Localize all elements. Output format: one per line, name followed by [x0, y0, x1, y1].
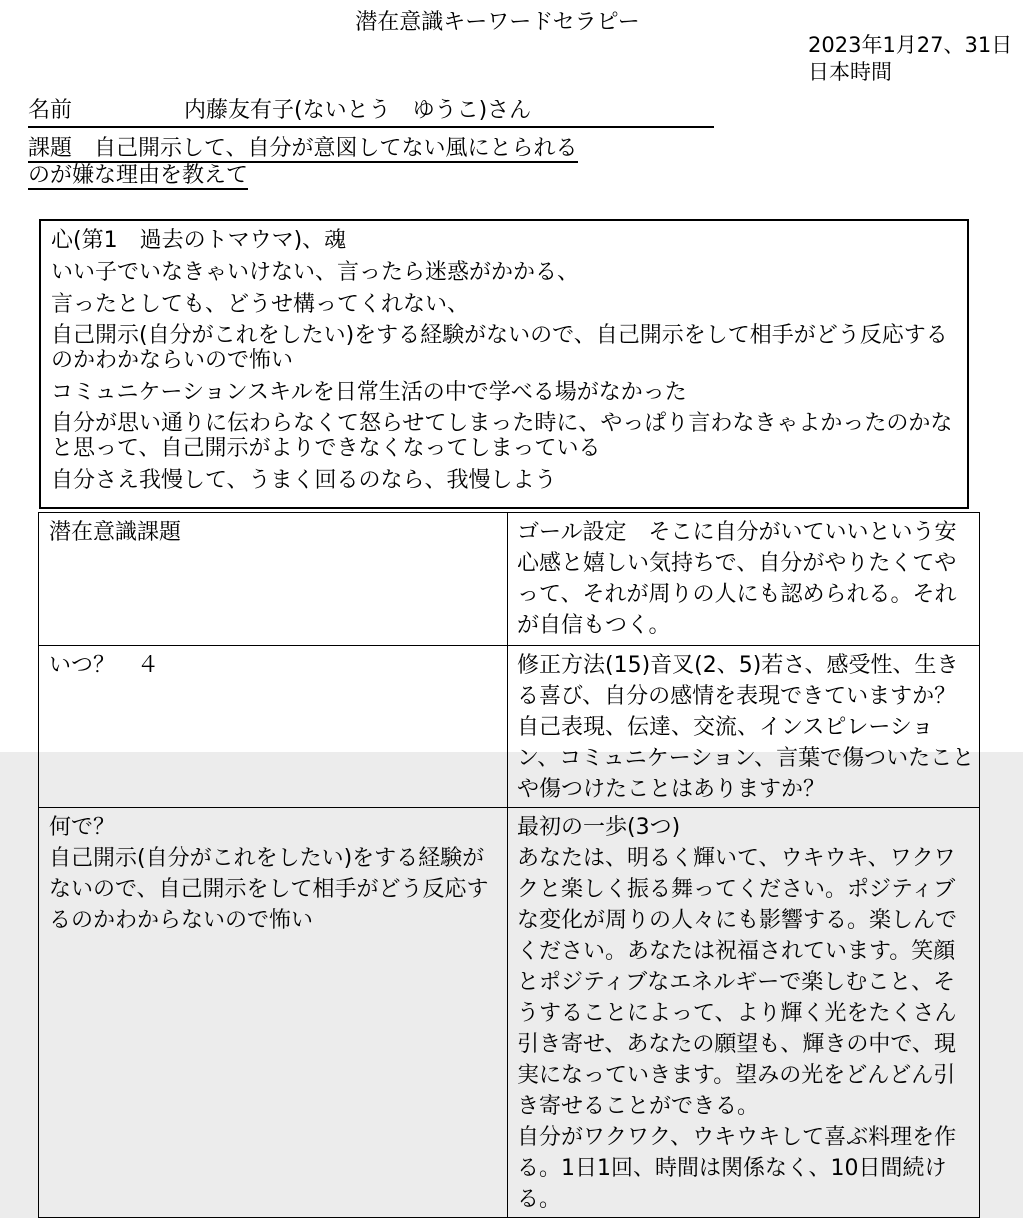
heart-heading: 心(第1 過去のトマウマ)、魂: [51, 228, 347, 253]
table-row: [39, 646, 980, 808]
timezone-label: 日本時間: [808, 60, 892, 84]
date-block: [808, 32, 1012, 86]
client-name-line: [28, 96, 714, 128]
correction-method-cell: 修正方法(15)音叉(2、5)若さ、感受性、生きる喜び、自分の感情を表現できていますか？自己表現、伝達、交流、インスピレーション、コミュニケーション、言葉で傷ついたことや傷つけたことはありますか？: [508, 646, 980, 808]
first-step-cell: [508, 808, 980, 1218]
task-line-2: のが嫌な理由を教えて: [28, 163, 249, 188]
table-row: [39, 513, 980, 646]
first-step-action: 自分がワクワク、ウキウキして喜ぶ料理を作る。1日1回、時間は関係なく、10日間続ける。: [517, 1125, 957, 1212]
heart-line: 言ったとしても、どうせ構ってくれない、: [51, 292, 470, 317]
heart-line: コミュニケーションスキルを日常生活の中で学べる場がなかった: [51, 380, 687, 405]
subconscious-task-cell: 潜在意識課題: [39, 513, 508, 646]
why-cell: [39, 808, 508, 1218]
therapy-table: [38, 512, 980, 1218]
goal-setting-cell: ゴール設定 そこに自分がいていいという安心感と嬉しい気持ちで、自分がやりたくてやって、それが周りの人にも認められる。それが自信もつく。: [508, 513, 980, 646]
table-row: [39, 808, 980, 1218]
why-heading: 何で？: [49, 815, 116, 840]
name-label: 名前: [28, 98, 73, 123]
heart-line: 自分さえ我慢して、うまく回るのなら、我慢しよう: [51, 468, 557, 493]
heart-line: 自分が思い通りに伝わらなくて怒らせてしまった時に、やっぱり言わなきゃよかったのかなと思って、自己開示がよりできなくなってしまっている: [51, 411, 953, 461]
first-step-body: あなたは、明るく輝いて、ウキウキ、ワクワクと楽しく振る舞ってください。ポジティブな変化が周りの人々にも影響する。楽しんでください。あなたは祝福されています。笑顔とポジティブなエネルギーで楽しむこと、そうすることによって、より輝く光をたくさん引き寄せ、あなたの願望も、輝きの中で、現実になっていきます。望みの光をどんどん引き寄せることができる。: [517, 846, 958, 1119]
task-line-1: 課題 自己開示して、自分が意図してない風にとられる: [28, 136, 578, 161]
first-step-heading: 最初の一歩(3つ): [517, 815, 681, 840]
client-name: 内藤友有子(ないとう ゆうこ)さん: [184, 98, 532, 123]
heart-line: いい子でいなきゃいけない、言ったら迷惑がかかる、: [51, 260, 580, 285]
when-cell: いつ？ ４: [39, 646, 508, 808]
heart-line: 自己開示(自分がこれをしたい)をする経験がないので、自己開示をして相手がどう反応するのかわかならいので怖い: [51, 323, 948, 373]
session-date: 2023年1月27、31日: [808, 33, 1013, 57]
why-body: 自己開示(自分がこれをしたい)をする経験がないので、自己開示をして相手がどう反応するのかわからないので怖い: [49, 846, 489, 933]
task-statement: [28, 136, 578, 190]
heart-past-trauma-box: [39, 219, 969, 509]
document-title: 潜在意識キーワードセラピー: [355, 10, 640, 35]
